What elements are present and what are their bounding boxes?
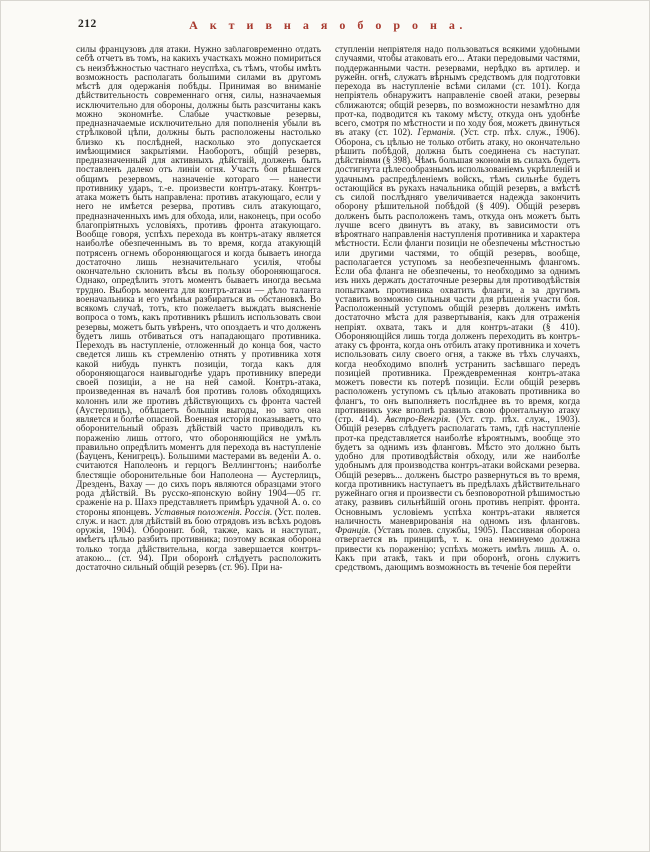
- page-number: 212: [78, 18, 97, 30]
- page-title: А к т и в н а я о б о р о н а.: [189, 18, 467, 32]
- text-segment: Франція.: [335, 526, 371, 536]
- text-segment: Германія.: [417, 128, 456, 139]
- text-segment: (Уст. полев. служ. и наст. для дѣйствій въ бою отрядовъ изъ всѣхъ родовъ оружія, 1904). Оборонит. бой, также, какъ и наступат., имѣетъ цѣлью разбить противника; поэтому всякая оборона только тогда дѣйствительна, когда завершается контръ-атакою... (ст. 94). При оборонѣ слѣдуетъ расположить достаточно сильный общій резервъ (ст. 96). При на-: [76, 507, 321, 573]
- text-segment: ступленіи непріятеля надо пользоваться всякими удобными случаями, чтобы атаковать его... Атаки передовыми частями, поддержанными частн. резервами, нерѣдко въ артилер. и ружейн. огнѣ, служатъ вѣрнымъ средствомъ для подготовки перехода въ наступленіе всѣми силами (ст. 101). Когда непріятель обнаружитъ направленіе своей атаки, резервы сближаются; общій резервъ, по возможности незамѣтно для прот-ка, подводится къ такому мѣсту, откуда онъ удобнѣе всего, смотря по мѣстности и по ходу боя, можетъ двинуться въ атаку (ст. 102).: [335, 46, 580, 139]
- text-segment: (Уставъ полев. службы, 1905). Пассивная оборона отвергается въ принципѣ, т. к. она неминуемо должна привести къ пораженію; успѣхъ можетъ имѣть лишь А. о. Какъ при атакѣ, такъ и при оборонѣ, огонь служитъ средствомъ, дающимъ возможность въ теченіе боя перейти: [335, 526, 580, 573]
- page-header: [76, 16, 580, 38]
- text-column-right: [335, 46, 580, 840]
- text-segment: Уставныя положенія. Россія.: [154, 507, 273, 518]
- text-segment: Австро-Венгрія.: [384, 415, 451, 425]
- text-segment: (Уст. стр. пѣх. служ., 1903). Общій резервъ слѣдуетъ располагать тамъ, гдѣ наступленіе прот-ка представляется наиболѣе вѣроятнымъ, вообще это будетъ за однимъ изъ фланговъ. Мѣсто это должно быть удобно для противодѣйствія обходу, или же наиболѣе удобнымъ для производства контръ-атаки войсками резерва. Общій резервъ... долженъ быстро развернуться въ то время, когда противникъ наступаетъ въ предѣлахъ дѣйствительнаго ружейнаго огня и произвести съ безповоротной рѣшимостью атаку, развивъ сильнѣйшій огонь противъ непріят. фронта. Основнымъ условіемъ успѣха контръ-атаки является наличность маневрированія на одномъ изъ фланговъ.: [335, 415, 580, 527]
- text-columns: [76, 46, 580, 840]
- text-segment: (Уст. стр. пѣх. служ., 1906). Оборона, съ цѣлью не только отбить атаку, но окончательно рѣшить побѣдой, должна быть соединена съ наступат. дѣйствіями (§ 398). Чѣмъ большая экономія въ силахъ будетъ достигнута цѣлесообразнымъ использованіемъ укрѣпленій и удачнымъ распредѣленіемъ войскъ, тѣмъ сильнѣе будетъ остающійся въ рукахъ начальника общій резервъ, а вмѣстѣ съ силой послѣдняго увеличивается надежда закончить оборону рѣшительной побѣдой (§ 409). Общій резервъ долженъ быть расположенъ тамъ, откуда онъ можетъ быть лучше всего двинутъ въ атаку, въ зависимости отъ вѣроятнаго направленія наступленія противника и характера мѣстности. Если фланги позиціи не обезпечены мѣстностью или другими частями, то общій резервъ, вообще, располагается уступомъ за необезпеченнымъ флангомъ. Если оба фланга не обезпечены, то необходимо за однимъ изъ нихъ держать достаточные резервы для противодѣйствія попыткамъ противника охватить фланги, а за другимъ уставить возможно сильныя части для рѣшенія участи боя. Расположенный уступомъ общій резервъ долженъ имѣть достаточно мѣста для развертыванія, какъ для отраженія непріят. охвата, такъ и для контръ-атаки (§ 410). Обороняющійся лишь тогда долженъ переходить въ контръ-атаку съ фронта, когда онъ отбилъ атаку противника и хочетъ использовать силу своего огня, а также въ тѣхъ случаяхъ, когда необходимо вполнѣ устранить засѣвшаго передъ позиціей противника. Преждевременная контръ-атака можетъ повести къ потерѣ позиціи. Если общій резервъ расположенъ уступомъ съ цѣлью атаковать противника во флангъ, то онъ выполняетъ послѣднее въ то время, когда противникъ уже вполнѣ развилъ свою фронтальную атаку (стр. 414).: [335, 128, 580, 425]
- text-segment: силы французовъ для атаки. Нужно заблаговременно отдать себѣ отчетъ въ томъ, на какихъ участкахъ можно помириться съ неизбѣжностью частнаго неуспѣха, съ тѣмъ, чтобы имѣть возможность располагать большими силами въ другомъ мѣстѣ для одержанія побѣды. Принимая во вниманіе дѣйствительность современнаго огня, силы, назначаемыя исключительно для обороны, должны быть разсчитаны какъ можно экономнѣе. Слабые участковые резервы, предназначаемые исключительно для пополненія убыли въ стрѣлковой цѣпи, должны быть расположены настолько близко къ послѣдней, насколько это допускается имѣющимися закрытіями. Наоборотъ, общій резервъ, предназначенный для активныхъ дѣйствій, долженъ быть поставленъ далеко отъ линіи огня. Участь боя рѣшается общимъ резервомъ, назначеніе котораго — нанести противнику ударъ, т.-е. произвести контръ-атаку. Контръ-атака можетъ быть направлена: противъ атакующаго, если у него не имѣется резерва, противъ силъ атакующаго, предназначенныхъ имъ для обхода, или, наконецъ, при особо благопріятныхъ условіяхъ, противъ фронта атакующаго. Вообще говоря, успѣхъ перехода въ контръ-атаку является наиболѣе обезпеченнымъ въ то время, когда атакующій потрясенъ огнемъ обороняющагося и когда бываетъ иногда достаточно лишь незначительнаго усилія, чтобы окончательно склонить вѣсы въ пользу обороняющагося. Однако, опредѣлить этотъ моментъ бываетъ иногда весьма трудно. Выборъ момента для контръ-атаки — дѣло таланта военачальника и его умѣнья разбираться въ обстановкѣ. Во всякомъ случаѣ, тотъ, кто пожелаетъ выждать выясненіе вопроса о томъ, какъ противникъ рѣшилъ использовать свои резервы, можетъ быть увѣренъ, что опоздаетъ и что долженъ будетъ лишь отбиваться отъ нападающаго противника. Переходъ въ наступленіе, отложенный до конца боя, часто сведется лишь къ стремленію отнять у противника хотя какой нибудь пунктъ позиціи, тогда какъ для обороняющагося наивыгоднѣе ударъ противнику впереди своей позиціи, а не на ней самой. Контръ-атака, произведенная въ началѣ боя противъ головъ обходящихъ колоннъ или же противъ дѣйствующихъ съ фронта частей (Аустерлицъ), обѣщаетъ большія выгоды, но зато она является и болѣе опасной. Военная исторія показываетъ, что оборонительный образъ дѣйствій часто приводилъ къ пораженію лишь оттого, что обороняющійся не умѣлъ правильно опредѣлить моментъ для перехода въ наступленіе (Бауценъ, Кенигрецъ). Большими мастерами въ веденіи А. о. считаются Наполеонъ и герцогъ Веллингтонъ; наиболѣе блестящіе оборонительные бои Наполеона — Аустерлицъ, Дрезденъ, Вахау — до сихъ поръ являются образцами этого рода дѣйствій. Въ русско-японскую войну 1904—05 гг. сраженіе на р. Шахэ представляетъ примѣръ удачной А. о. со стороны японцевъ.: [76, 46, 321, 518]
- text-column-left: [76, 46, 321, 840]
